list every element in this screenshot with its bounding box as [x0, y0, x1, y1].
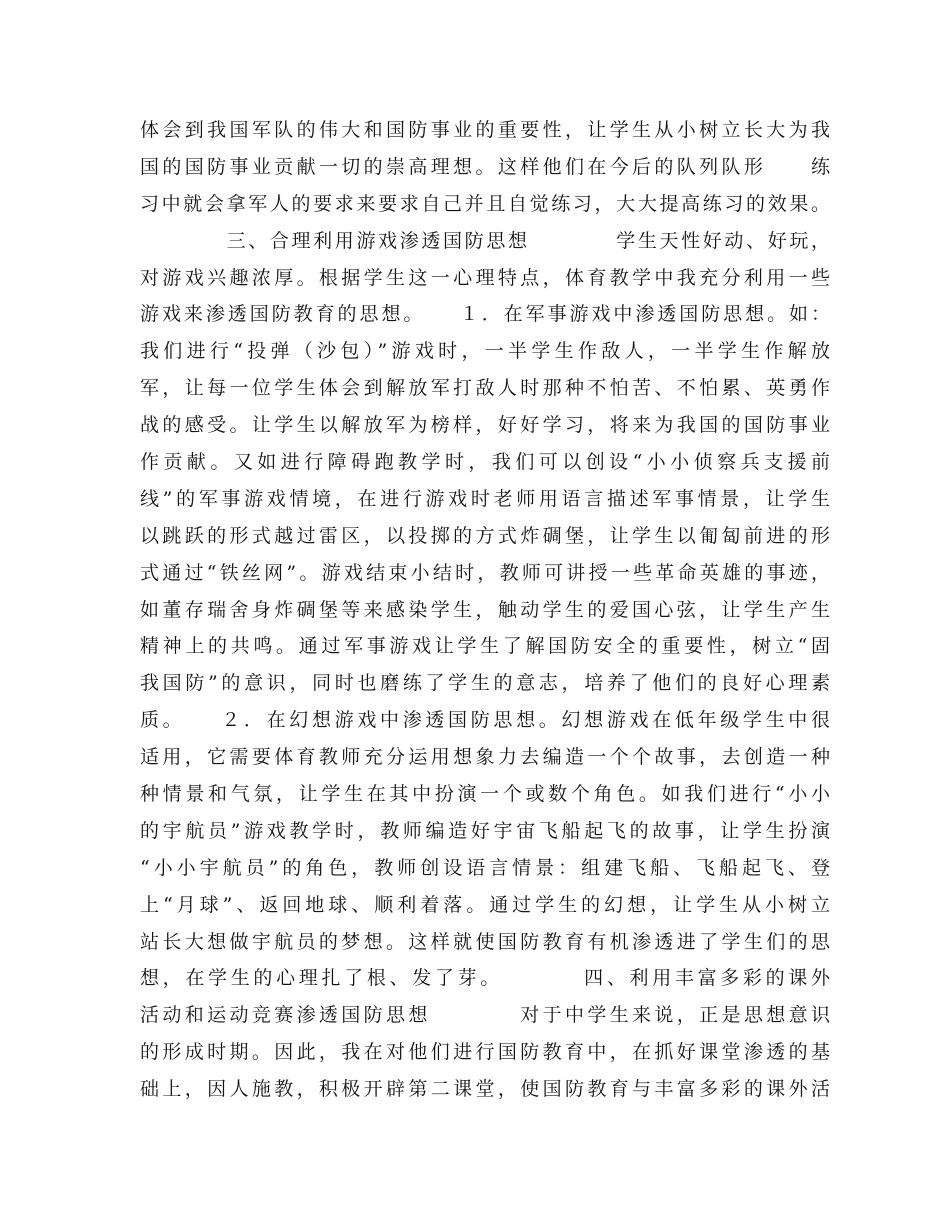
text-line-17: 质。 ２．在幻想游戏中渗透国防思想。幻想游戏在低年级学生中很: [140, 709, 830, 732]
text-line-9: 战的感受。让学生以解放军为榜样，好好学习，将来为我国的国防事业: [140, 414, 830, 437]
text-line-24: 想，在学生的心理扎了根、发了芽。 四、利用丰富多彩的课外: [140, 967, 830, 990]
text-line-23: 站长大想做宇航员的梦想。这样就使国防教育有机渗透进了学生们的思: [140, 930, 830, 953]
text-line-14: 如董存瑞舍身炸碉堡等来感染学生，触动学生的爱国心弦，让学生产生: [140, 598, 830, 621]
text-line-22: 上“月球”、返回地球、顺利着落。通过学生的幻想，让学生从小树立: [140, 893, 830, 916]
body-text: [140, 112, 830, 1108]
text-line-21: “小小宇航员”的角色，教师创设语言情景：组建飞船、飞船起飞、登: [140, 856, 830, 879]
text-line-27: 础上，因人施教，积极开辟第二课堂，使国防教育与丰富多彩的课外活: [140, 1078, 830, 1101]
text-line-2: 国的国防事业贡献一切的崇高理想。这样他们在今后的队列队形 练: [140, 155, 830, 178]
text-line-10: 作贡献。又如进行障碍跑教学时，我们可以创设“小小侦察兵支援前: [140, 451, 830, 474]
text-line-1: 体会到我国军队的伟大和国防事业的重要性，让学生从小树立长大为我: [140, 119, 830, 141]
text-line-25: 活动和运动竞赛渗透国防思想 对于中学生来说，正是思想意识: [140, 1004, 830, 1027]
text-line-13: 式通过“铁丝网”。游戏结束小结时，教师可讲授一些革命英雄的事迹，: [140, 561, 830, 584]
text-line-16: 我国防”的意识，同时也磨练了学生的意志，培养了他们的良好心理素: [140, 672, 830, 695]
text-line-8: 军，让每一位学生体会到解放军打敌人时那种不怕苦、不怕累、英勇作: [140, 377, 830, 400]
text-line-20: 的宇航员”游戏教学时，教师编造好宇宙飞船起飞的故事，让学生扮演: [140, 819, 830, 842]
text-line-19: 种情景和气氛，让学生在其中扮演一个或数个角色。如我们进行“小小: [140, 783, 830, 806]
text-line-4: 三、合理利用游戏渗透国防思想 学生天性好动、好玩，: [140, 229, 830, 252]
text-line-18: 适用，它需要体育教师充分运用想象力去编造一个个故事，去创造一种: [140, 746, 830, 769]
text-line-5: 对游戏兴趣浓厚。根据学生这一心理特点，体育教学中我充分利用一些: [140, 266, 830, 289]
text-line-26: 的形成时期。因此，我在对他们进行国防教育中，在抓好课堂渗透的基: [140, 1041, 830, 1064]
text-line-11: 线”的军事游戏情境，在进行游戏时老师用语言描述军事情景，让学生: [140, 487, 830, 510]
text-line-3: 习中就会拿军人的要求来要求自己并且自觉练习，大大提高练习的效果。: [140, 192, 830, 215]
text-line-6: 游戏来渗透国防教育的思想。 １．在军事游戏中渗透国防思想。如：: [140, 303, 830, 326]
text-line-12: 以跳跃的形式越过雷区，以投掷的方式炸碉堡，让学生以匍匐前进的形: [140, 524, 830, 547]
text-line-15: 精神上的共鸣。通过军事游戏让学生了解国防安全的重要性，树立“固: [140, 635, 830, 658]
text-line-7: 我们进行“投弹（沙包）”游戏时，一半学生作敌人，一半学生作解放: [140, 340, 830, 363]
